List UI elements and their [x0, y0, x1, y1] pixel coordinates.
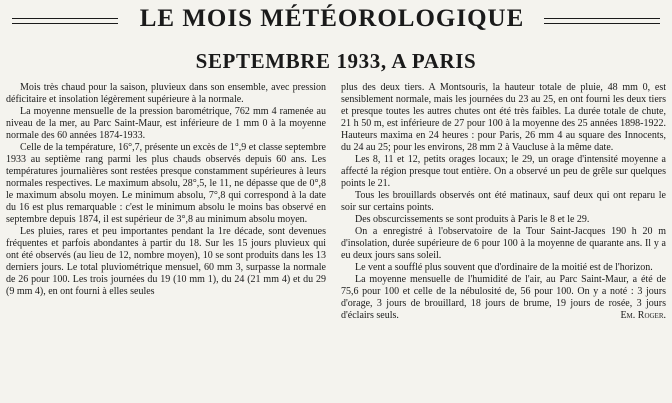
- rule-right: [544, 18, 660, 24]
- paragraph: Les pluies, rares et peu importantes pendant la 1re décade, sont devenues fréquentes et parfois abondantes à partir du 18. Sur les 15 jours pluvieux qui ont été observés (au lieu de 12, nombre moyen), 10 se sont produits dans les 13 derniers jours. Le total pluviométrique mensuel, 60 mm 3, surpasse la normale de 26 pour 100. Les trois journées du 19 (10 mm 1), du 24 (21 mm 4) et du 29 (9 mm 4), en ont fourni à elles seules: [6, 226, 326, 297]
- rule-left: [12, 18, 118, 24]
- paragraph: On a enregistré à l'observatoire de la Tour Saint-Jacques 190 h 20 m d'insolation, durée supérieure de 6 pour 100 à la moyenne de quarante ans. Il y a eu deux jours sans soleil.: [341, 226, 666, 261]
- paragraph: Tous les brouillards observés ont été matinaux, sauf deux qui ont reparu le soir sur certains points.: [341, 190, 666, 213]
- paragraph: Les 8, 11 et 12, petits orages locaux; le 29, un orage d'intensité moyenne a affecté la région presque tout entière. On a observé un peu de grêle sur quelques points le 21.: [341, 154, 666, 189]
- paragraph-text: La moyenne mensuelle de l'humidité de l'air, au Parc Saint-Maur, a été de 75,6 pour 100 et celle de la nébulosité de, 56 pour 100. On y a noté : 3 jours d'orage, 3 jours de brouillard, 18 jours de brume, 19 jours de rosée, 3 jours d'éclairs seuls.: [341, 274, 666, 321]
- paragraph: Mois très chaud pour la saison, pluvieux dans son ensemble, avec pression déficitaire et insolation légèrement supérieure à la normale.: [6, 82, 326, 105]
- paragraph: plus des deux tiers. A Montsouris, la hauteur totale de pluie, 48 mm 0, est sensiblement normale, mais les journées du 23 au 25, en ont fourni les deux tiers et presque toutes les autres chutes ont été très faibles. La durée totale de chute, 21 h 50 m, est inférieure de 27 pour 100 à la moyenne des 25 années 1898-1922. Hauteurs maxima en 24 heures : pour Paris, 26 mm 4 au square des Innocents, du 24 au 25; pour les environs, 28 mm 2 à Vaucluse à la même date.: [341, 82, 666, 153]
- paragraph: Celle de la température, 16°,7, présente un excès de 1°,9 et classe septembre 1933 au septième rang parmi les plus chauds observés depuis 60 ans. Les températures journalières sont restées presque constamment supérieures à leurs normales respectives. Le maximum absolu, 28°,5, le 11, ne dépasse que de 0°,8 le maximum absolu moyen. Le minimum absolu, 7°,8 qui correspond à la date du 16 est plus remarquable : c'est le minimum absolu le moins bas observé en septembre depuis 1874, il est supérieur de 3°,8 au minimum absolu moyen.: [6, 142, 326, 225]
- right-column: [341, 82, 666, 322]
- rubric-header: [6, 4, 666, 34]
- paragraph: Le vent a soufflé plus souvent que d'ordinaire de la moitié est de l'horizon.: [355, 262, 653, 273]
- left-column: [6, 82, 326, 298]
- paragraph: Des obscurcissements se sont produits à Paris le 8 et le 29.: [355, 214, 590, 225]
- rubric-title: LE MOIS MÉTÉOROLOGIQUE: [139, 5, 525, 32]
- author-signature: Em. Roger.: [620, 310, 666, 321]
- paragraph-last: [341, 274, 666, 322]
- paragraph: La moyenne mensuelle de la pression barométrique, 762 mm 4 ramenée au niveau de la mer, au Parc Saint-Maur, est inférieure de 1 mm 0 à la moyenne normale des 60 années 1874-1933.: [6, 106, 326, 141]
- article-title: SEPTEMBRE 1933, A PARIS: [195, 49, 477, 73]
